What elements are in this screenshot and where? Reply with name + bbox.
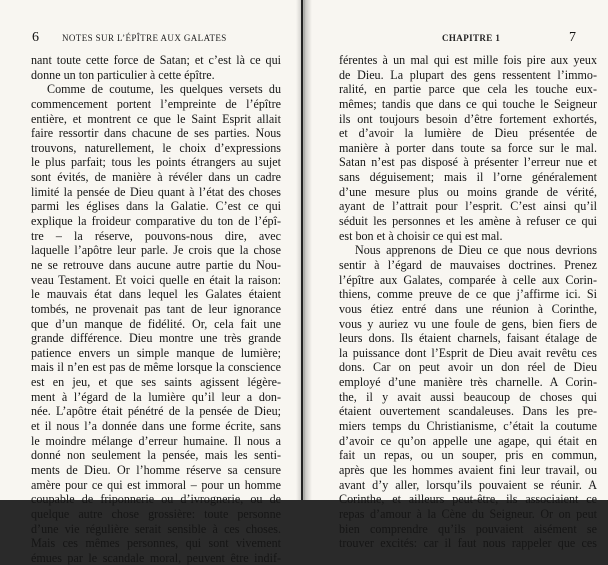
text-line: faire ressortir dans chacune de ses parties. Nous (31, 126, 281, 141)
text-line: mais il n’en est pas de même lorsque la conscience (31, 360, 281, 375)
text-line: de Dieu. La plupart des gens ressentent l’immo- (339, 67, 597, 82)
text-line: d’une mesure plus ou moins grande de vérité, (339, 184, 597, 199)
text-line: quelque autre chose grossière: toute personne (31, 506, 281, 521)
text-line: trouver excités: car il faut nous rappeler que ces (339, 536, 597, 551)
text-line: veau Testament. Et voici quelle en était la raison: (31, 272, 281, 287)
text-line: que d’un manque de fidélité. Or, cela fait une (31, 316, 281, 331)
text-line: séduit les personnes et les amène à refuser ce qui (339, 214, 597, 229)
text-line: Nous apprenons de Dieu ce que nous devrions (355, 243, 597, 258)
text-line: d’une vie régulière serait sensible à ces choses. (31, 521, 281, 536)
text-line: ayant de l’attrait pour l’esprit. C’est ainsi qu’il (339, 199, 597, 214)
text-line: après que les hommes avaient fini leur travail, ou (339, 462, 597, 477)
right-page-body-text (339, 53, 597, 551)
text-line: Comme de coutume, les quelques versets du (47, 82, 281, 97)
running-head-right: CHAPITRE 1 (442, 33, 501, 43)
page-number-left: 6 (32, 30, 39, 45)
text-line: ment à l’égard de la lumière qu’il leur a don- (31, 389, 281, 404)
left-page (0, 0, 301, 565)
page-number-right: 7 (569, 30, 576, 45)
text-line: sentir à l’égard de mauvaises doctrines. Prenez (339, 257, 597, 272)
text-line: ments de Dieu. Or l’homme réserve sa censure (31, 462, 281, 477)
left-page-body-text (31, 53, 281, 565)
text-line: est en jeu, et que ses saints agissent légère- (31, 375, 281, 390)
text-line: donné non seulement la pensée, mais les senti- (31, 448, 281, 463)
text-line: étaient ouvertement scandaleuses. Dans les pre- (339, 404, 597, 419)
text-line: tre – la réserve, pouvons-nous dire, avec (31, 228, 281, 243)
text-line: thiens, comme preuve de ce que j’affirme ici. Si (339, 287, 597, 302)
text-line: bien comprendre qu’ils pouvaient aisément se (339, 521, 597, 536)
text-line: vous étiez entré dans une réunion à Corinthe, (339, 301, 597, 316)
text-line: le plus parfait; tous les points étrangers au sujet (31, 155, 281, 170)
text-line: amère pour ce qui est immoral – pour un homme (31, 477, 281, 492)
text-line: férentes à un mal qui est mille fois pire aux yeux (339, 53, 597, 67)
text-line: l’épître aux Galates, comparée à celle aux Corin- (339, 272, 597, 287)
text-line: employé d’une manière très charnelle. A Corin- (339, 375, 597, 390)
text-line: parmi les églises dans la Galatie. C’est ce qui (31, 199, 281, 214)
text-line: manière à porter dans toute sa force sur le mal. (339, 140, 597, 155)
text-line: repas d’amour à la Cène du Seigneur. Or on peut (339, 506, 597, 521)
right-page (303, 0, 608, 551)
text-line: trouvons, naturellement, le choix d’expressions (31, 140, 281, 155)
running-head-left: NOTES SUR L’ÉPÎTRE AUX GALATES (62, 33, 227, 43)
text-line: ils ont toujours besoin d’être fortement exhortés, (339, 111, 597, 126)
text-line: Mais ces mêmes personnes, qui sont vivement (31, 536, 281, 551)
text-line: et d’avoir la lumière de Dieu présentée de (339, 126, 597, 141)
text-line: grande différence. Dieu montre une très grande (31, 331, 281, 346)
text-line: explique la froideur comparative du ton de l’épî- (31, 214, 281, 229)
text-line: entière, et montrent ce que le Saint Esprit allait (31, 111, 281, 126)
text-line: leurs dons. Ils étaient charnels, faisant étalage de (339, 331, 597, 346)
text-line: le mauvais état dans lequel les Galates étaient (31, 287, 281, 302)
text-line: la puissance dont l’Esprit de Dieu avait revêtu ces (339, 345, 597, 360)
text-line: laquelle l’apôtre leur parle. Je crois que la chose (31, 243, 281, 258)
text-line: donne un ton particulier à cette épître. (31, 67, 215, 82)
text-line: émues par le scandale moral, peuvent être indif- (31, 550, 281, 565)
text-line: vous y auriez vu une foule de gens, bien fiers de (339, 316, 597, 331)
text-line: Corinthe, et ailleurs peut-être, ils associaient ce (339, 492, 597, 507)
text-line: est bon et à choisir ce qui est mal. (339, 228, 503, 243)
text-line: nant toute cette force de Satan; et c’est là ce qui (31, 53, 281, 67)
text-line: Satan n’est pas disposé à présenter l’erreur nue et (339, 155, 597, 170)
text-line: mêmes; tandis que dans ce qui touche le Seigneur (339, 96, 597, 111)
text-line: tombés, ne provenait pas tant de leur ignorance (31, 301, 281, 316)
book-gutter-shadow (296, 0, 312, 500)
text-line: miers temps du Christianisme, c’était la coutume (339, 419, 597, 434)
text-line: ralité, en partie parce que cela les touche eux- (339, 82, 597, 97)
text-line: ne se retrouve dans aucune autre partie du Nou- (31, 257, 281, 272)
text-line: le moindre mélange d’erreur humaine. Il nous a (31, 433, 281, 448)
text-line: sans déguisement; mais il l’orne généralement (339, 170, 597, 185)
text-line: the, il y avait aussi beaucoup de choses qui (339, 389, 597, 404)
text-line: patience envers un simple manque de lumière; (31, 345, 281, 360)
text-line: limité la pensée de Dieu quant à l’état des choses (31, 184, 281, 199)
text-line: avant d’y aller, lorsqu’ils pouvaient se réunir. A (339, 477, 597, 492)
text-line: coupable de friponnerie ou d’ivrognerie, ou de (31, 492, 281, 507)
text-line: et il nous l’a donnée dans une forme écrite, sans (31, 419, 281, 434)
text-line: sont évités, de manière à révéler dans un cadre (31, 170, 281, 185)
text-line: d’avoir ce qu’on appelle une agape, qui était en (339, 433, 597, 448)
text-line: fait un repas, ou un souper, pris en commun, (339, 448, 597, 463)
text-line: commencement portent l’empreinte de l’épître (31, 96, 281, 111)
text-line: dons. Car on peut avoir un don réel de Dieu (339, 360, 597, 375)
text-line: née. L’apôtre était pénétré de la pensée de Dieu; (31, 404, 281, 419)
